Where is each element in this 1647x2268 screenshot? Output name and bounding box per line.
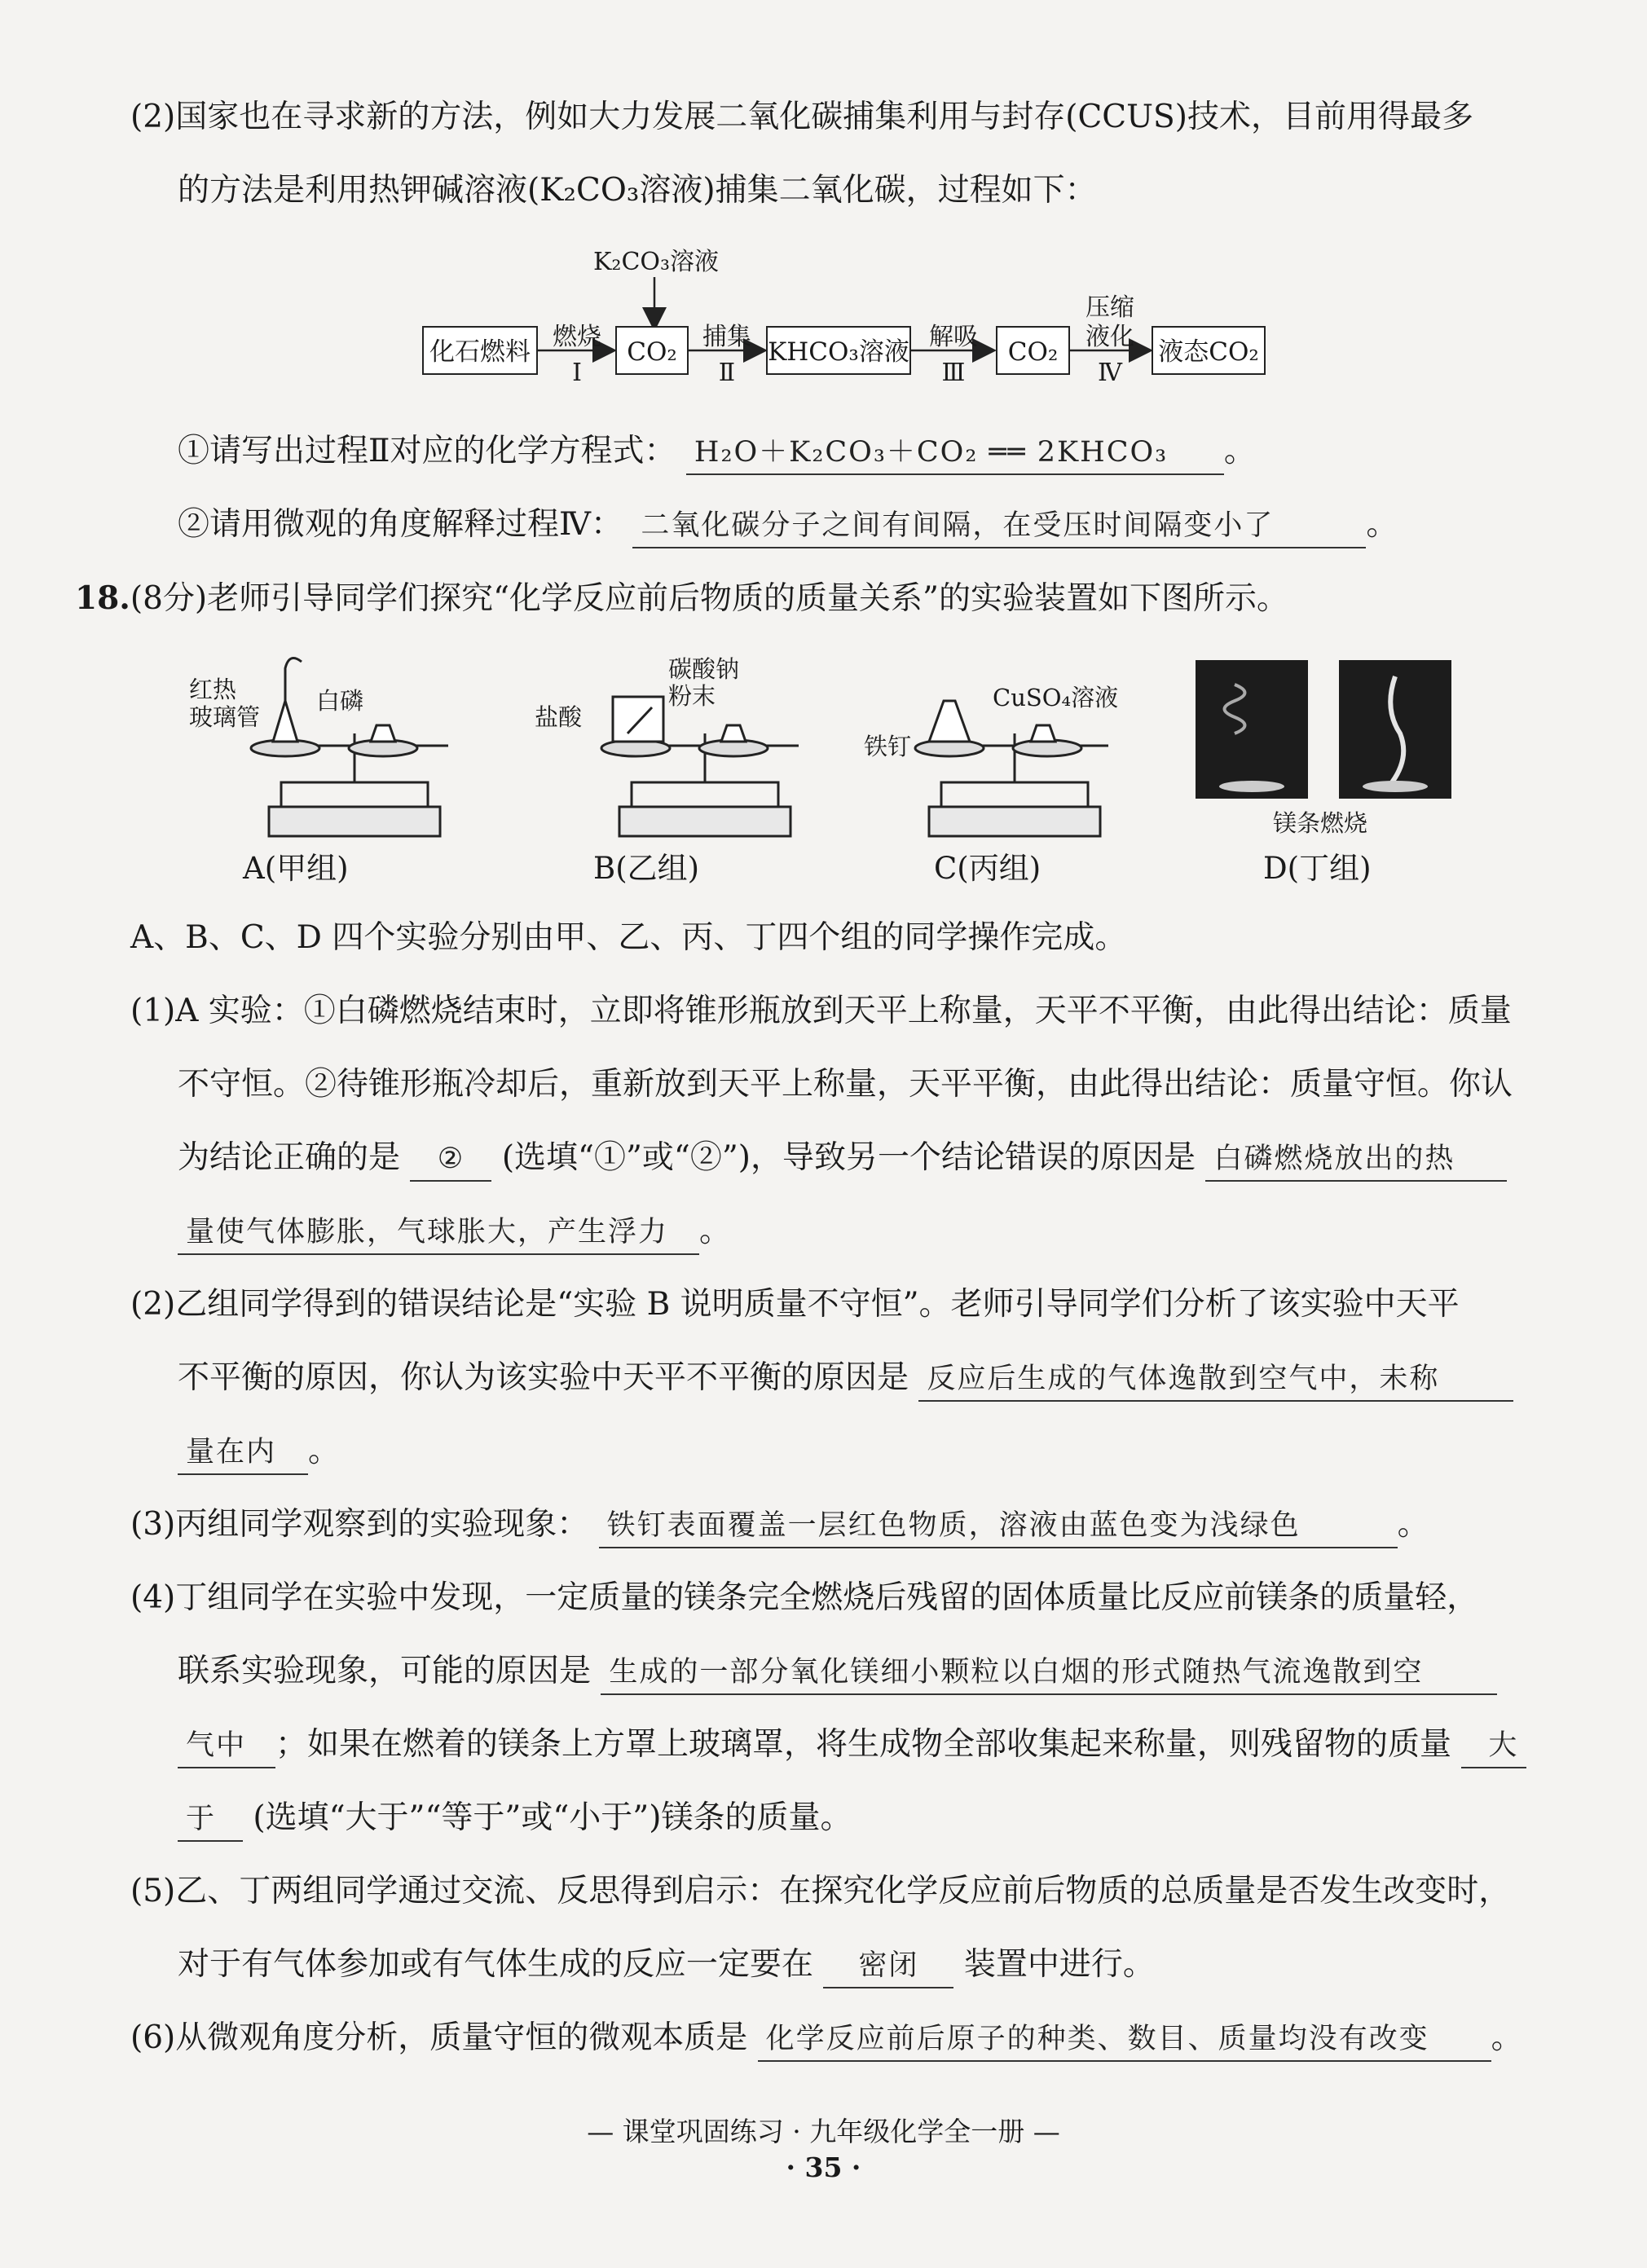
p4-answer-1a: 生成的一部分氧化镁细小颗粒以白烟的形式随热气流逸散到空 xyxy=(601,1653,1497,1695)
p3-answer: 铁钉表面覆盖一层红色物质，溶液由蓝色变为浅绿色 xyxy=(599,1506,1398,1548)
q18-p6 xyxy=(130,2017,1523,2062)
p2-text-a: 不平衡的原因，你认为该实验中天平不平衡的原因是 xyxy=(178,1359,909,1396)
q18-intro: A、B、C、D 四个实验分别由甲、乙、丙、丁四个组的同学操作完成。 xyxy=(130,919,1127,956)
sub1-end: 。 xyxy=(1223,433,1256,469)
label-red-hot: 红热 xyxy=(189,676,237,703)
p5-text-a: 对于有气体参加或有气体生成的反应一定要在 xyxy=(178,1946,814,1983)
label-cuso4-solution: CuSO₄溶液 xyxy=(993,684,1119,711)
label-mg-burning: 镁条燃烧 xyxy=(1273,809,1368,837)
balance-c xyxy=(915,701,1108,836)
label-white-phosphorus: 白磷 xyxy=(316,687,364,715)
p4-answer-1b: 气中 xyxy=(178,1726,275,1768)
caption-a: A(甲组) xyxy=(243,851,349,886)
q18-p1-line4 xyxy=(178,1210,731,1255)
flow-box-co2-a: CO₂ xyxy=(615,326,689,375)
p4-text-c: (选填“大于”“等于”或“小于”)镁条的质量。 xyxy=(253,1799,852,1836)
p4-answer-2b: 于 xyxy=(178,1799,243,1842)
reagent-label: K₂CO₃溶液 xyxy=(593,248,720,276)
q18-p2-line2 xyxy=(178,1357,1513,1402)
q18-p4-line3 xyxy=(178,1724,1526,1768)
q18-p2-line1: (2)乙组同学得到的错误结论是“实验 B 说明质量不守恒”。老师引导同学们分析了该实验中天平 xyxy=(130,1286,1460,1323)
p2-answer-b: 量在内 xyxy=(178,1433,308,1475)
flow-box-fossil-fuel: 化石燃料 xyxy=(422,326,538,375)
arrow-4-roman: Ⅳ xyxy=(1098,359,1122,387)
arrow-3-roman: Ⅲ xyxy=(941,359,966,387)
flow-box-liquid-co2: 液态CO₂ xyxy=(1152,326,1266,375)
label-glass-tube: 玻璃管 xyxy=(189,703,261,731)
p1-end: 。 xyxy=(699,1213,732,1249)
arrow-1-roman: Ⅰ xyxy=(572,359,582,387)
sub1-prompt: ①请写出过程Ⅱ对应的化学方程式： xyxy=(178,433,676,469)
q18-p4-line2 xyxy=(178,1650,1497,1695)
p4-text-a: 联系实验现象，可能的原因是 xyxy=(178,1653,592,1689)
sub2-prompt: ②请用微观的角度解释过程Ⅳ： xyxy=(178,506,623,543)
arrow-4-label2: 液化 xyxy=(1086,323,1134,351)
magnesium-photos xyxy=(1196,660,1451,799)
arrow-3-label: 解吸 xyxy=(929,323,978,351)
p1-answer-2a: 白磷燃烧放出的热 xyxy=(1205,1139,1507,1182)
p1-answer-1: ② xyxy=(410,1139,491,1182)
balance-a xyxy=(251,658,448,837)
q18-p4-line4 xyxy=(178,1797,852,1842)
p3-prompt: (3)丙组同学观察到的实验现象： xyxy=(130,1506,589,1543)
q18-p5-line1: (5)乙、丁两组同学通过交流、反思得到启示：在探究化学反应前后物质的总质量是否发生改变时， xyxy=(130,1873,1511,1909)
label-iron-nail: 铁钉 xyxy=(864,733,912,760)
caption-b: B(乙组) xyxy=(593,851,700,886)
p4-answer-2a: 大 xyxy=(1461,1726,1526,1768)
p6-end: 。 xyxy=(1491,2019,1523,2056)
arrow-2-label: 捕集 xyxy=(702,323,751,351)
q18-p1-line3 xyxy=(178,1137,1507,1182)
arrow-1-label: 燃烧 xyxy=(553,323,601,351)
p2-end: 。 xyxy=(308,1433,341,1469)
p2-answer-a: 反应后生成的气体逸散到空气中，未称 xyxy=(918,1359,1513,1402)
q17-p2-line2: 的方法是利用热钾碱溶液(K₂CO₃溶液)捕集二氧化碳，过程如下： xyxy=(178,172,1097,209)
p5-text-b: 装置中进行。 xyxy=(963,1946,1155,1983)
p1-answer-2b: 量使气体膨胀，气球胀大，产生浮力 xyxy=(178,1213,699,1255)
arrow-4-label: 压缩 xyxy=(1086,293,1134,322)
q18-p5-line2 xyxy=(178,1944,1155,1988)
arrow-2-roman: Ⅱ xyxy=(718,359,736,387)
p4-text-b: ；如果在燃着的镁条上方罩上玻璃罩，将生成物全部收集起来称量，则残留物的质量 xyxy=(275,1726,1452,1763)
footer-title: — 课堂巩固练习 · 九年级化学全一册 — xyxy=(587,2116,1060,2147)
balance-b xyxy=(601,697,799,836)
q18-p4-line1: (4)丁组同学在实验中发现，一定质量的镁条完全燃烧后残留的固体质量比反应前镁条的质量轻， xyxy=(130,1579,1479,1616)
sub2-answer: 二氧化碳分子之间有间隔，在受压时间隔变小了 xyxy=(632,506,1366,548)
p6-prompt: (6)从微观角度分析，质量守恒的微观本质是 xyxy=(130,2019,748,2056)
balance-drawings xyxy=(0,0,1647,896)
label-sodium-carbonate: 碳酸钠 xyxy=(668,655,740,683)
caption-c: C(丙组) xyxy=(934,851,1041,886)
p3-end: 。 xyxy=(1397,1506,1429,1543)
flow-box-khco3: KHCO₃溶液 xyxy=(766,326,911,375)
page-number: · 35 · xyxy=(786,2151,861,2183)
q17-p2-line1: (2)国家也在寻求新的方法，例如大力发展二氧化碳捕集利用与封存(CCUS)技术，目前用得最多 xyxy=(130,99,1473,135)
label-hydrochloric-acid: 盐酸 xyxy=(535,703,583,731)
q18-number: 18. xyxy=(75,579,130,617)
p6-answer: 化学反应前后原子的种类、数目、质量均没有改变 xyxy=(758,2019,1491,2062)
q18-stem-text: (8分)老师引导同学们探究“化学反应前后物质的质量关系”的实验装置如下图所示。 xyxy=(130,580,1288,617)
p1-text-a: 为结论正确的是 xyxy=(178,1139,401,1176)
q18-p2-line3 xyxy=(178,1430,340,1475)
p1-text-b: (选填“①”或“②”)，导致另一个结论错误的原因是 xyxy=(501,1139,1196,1176)
q18-p3 xyxy=(130,1504,1429,1548)
flow-box-co2-b: CO₂ xyxy=(996,326,1070,375)
q18-p1-line1: (1)A 实验：①白磷燃烧结束时，立即将锥形瓶放到天平上称量，天平不平衡，由此得出结论：质量 xyxy=(130,993,1512,1029)
sub2-end: 。 xyxy=(1366,506,1398,543)
sub1-answer: H₂O＋K₂CO₃＋CO₂ ══ 2KHCO₃ xyxy=(686,433,1224,475)
q18-p1-line2: 不守恒。②待锥形瓶冷却后，重新放到天平上称量，天平平衡，由此得出结论：质量守恒。你认 xyxy=(178,1066,1513,1103)
caption-d: D(丁组) xyxy=(1263,851,1372,886)
label-powder: 粉末 xyxy=(668,682,716,710)
p5-answer: 密闭 xyxy=(823,1946,953,1988)
